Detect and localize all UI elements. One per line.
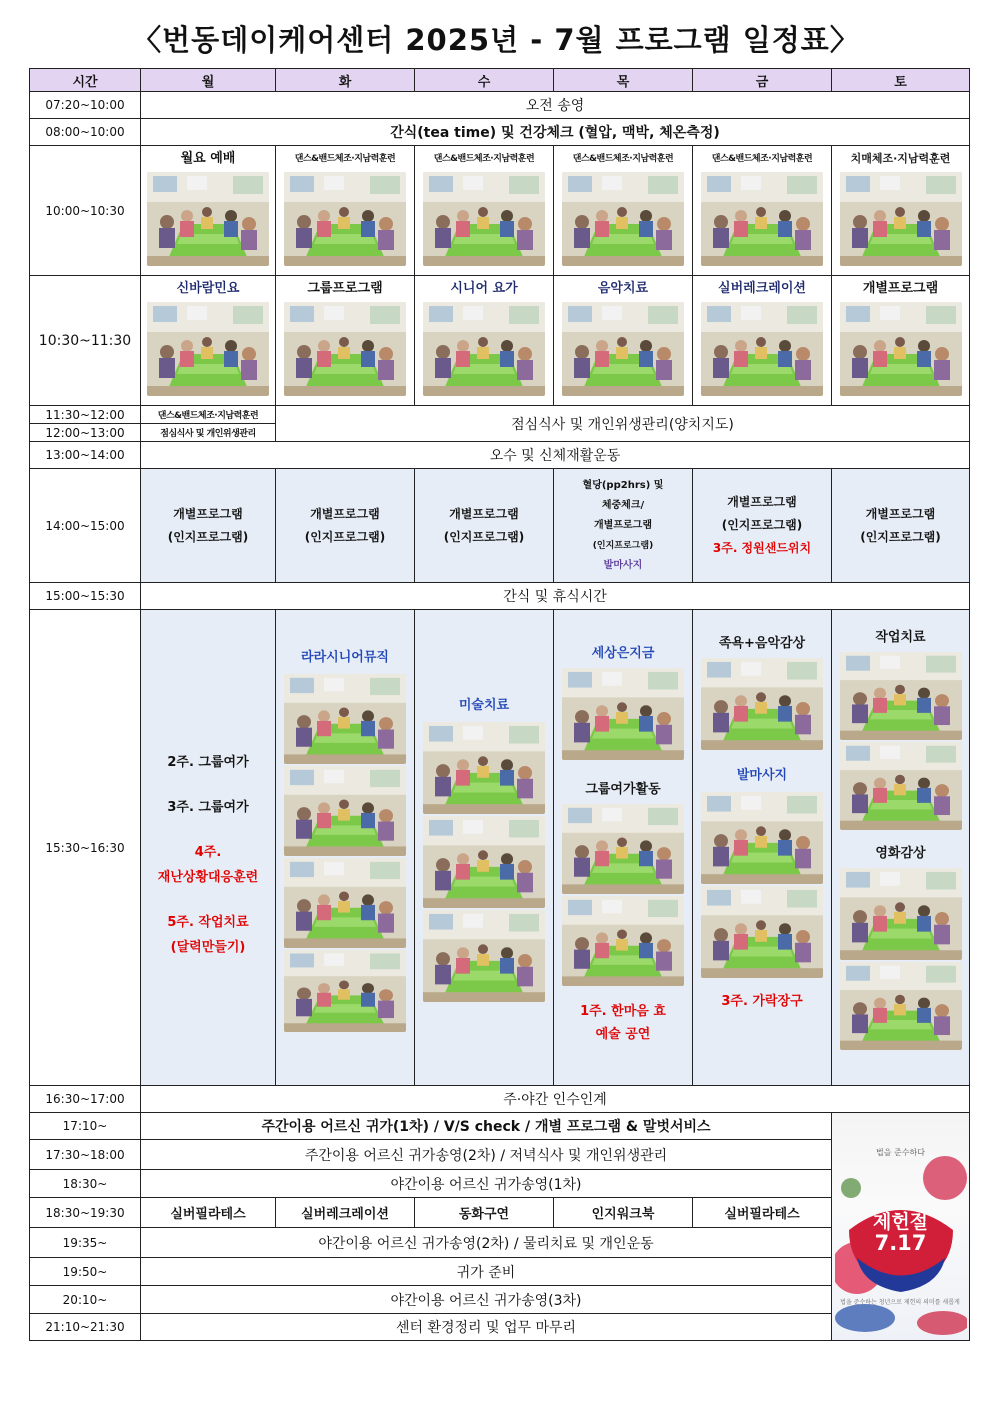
activity-photo: [147, 172, 269, 266]
header-fri: 금: [693, 69, 832, 92]
program-label: 족욕+음악감상: [718, 636, 806, 651]
program-line: 3주. 가락장구: [721, 994, 803, 1009]
activity-photo: [701, 172, 823, 266]
program-line: 개별프로그램: [173, 506, 243, 521]
activity-cell: 주간이용 어르신 귀가송영(2차) / 저녁식사 및 개인위생관리: [141, 1140, 832, 1170]
program-line: 개별프로그램: [727, 495, 797, 509]
table-row: [30, 610, 970, 1086]
program-label: 세상은지금: [591, 646, 655, 661]
program-cell: [415, 146, 554, 276]
program-label: 미술치료: [458, 698, 510, 713]
evening-program-cell: 실버필라테스: [141, 1198, 276, 1228]
table-row: [30, 276, 970, 406]
program-cell: [832, 146, 970, 276]
program-label: 댄스&밴드체조·지남력훈련: [294, 154, 396, 164]
evening-program-cell: 동화구연: [415, 1198, 554, 1228]
activity-photo: [284, 766, 406, 856]
program-line: 개별프로그램: [865, 506, 936, 521]
program-cell: [415, 469, 554, 583]
program-cell: [141, 610, 276, 1086]
program-cell: [554, 610, 693, 1086]
table-row: [30, 92, 970, 119]
activity-cell: 주·야간 인수인계: [141, 1086, 970, 1113]
activity-photo: [284, 674, 406, 764]
activity-photo: [840, 868, 962, 960]
header-mon: 월: [141, 69, 276, 92]
time-cell: 07:20~10:00: [30, 92, 141, 119]
header-thu: 목: [554, 69, 693, 92]
time-cell: 15:00~15:30: [30, 583, 141, 610]
activity-photo: [284, 950, 406, 1032]
time-cell: 08:00~10:00: [30, 119, 141, 146]
evening-program-cell: 실버레크레이션: [276, 1198, 415, 1228]
program-label: 월요 예배: [180, 151, 236, 166]
activity-cell: 귀가 준비: [141, 1258, 832, 1286]
program-cell: [554, 276, 693, 406]
activity-photo: [423, 172, 545, 266]
time-cell: 14:00~15:00: [30, 469, 141, 583]
table-row: [30, 146, 970, 276]
activity-photo: [840, 742, 962, 830]
activity-photo: [701, 658, 823, 750]
time-cell: 10:30~11:30: [30, 276, 141, 406]
program-cell: [554, 469, 693, 583]
time-cell: 10:00~10:30: [30, 146, 141, 276]
activity-photo: [840, 172, 962, 266]
time-cell: 18:30~: [30, 1170, 141, 1198]
program-label: 치매체조·지남력훈련: [850, 152, 951, 165]
time-cell: 20:10~: [30, 1286, 141, 1314]
program-cell: [276, 610, 415, 1086]
time-cell: 12:00~13:00: [30, 424, 141, 442]
program-label: 라라시니어뮤직: [301, 650, 389, 665]
time-cell: 15:30~16:30: [30, 610, 141, 1086]
program-cell: [832, 469, 970, 583]
program-label: 실버레크레이션: [718, 281, 806, 296]
poster-tagline: 법을 준수하다: [876, 1148, 925, 1157]
program-label: 음악치료: [597, 281, 649, 296]
activity-photo: [423, 302, 545, 396]
time-cell: 13:00~14:00: [30, 442, 141, 469]
program-line: 개별프로그램: [310, 506, 380, 521]
program-cell: [276, 469, 415, 583]
program-line: 3주. 그룹여가: [167, 799, 249, 815]
program-line: (인지프로그램): [443, 529, 525, 544]
activity-photo: [562, 896, 684, 986]
activity-cell: 댄스&밴드체조·지남력훈련: [141, 406, 276, 424]
activity-cell: 야간이용 어르신 귀가송영(3차): [141, 1286, 832, 1314]
activity-cell: 야간이용 어르신 귀가송영(2차) / 물리치료 및 개인운동: [141, 1228, 832, 1258]
program-cell: [141, 146, 276, 276]
time-cell: 19:35~: [30, 1228, 141, 1258]
program-cell: [554, 146, 693, 276]
activity-photo: [423, 722, 545, 814]
program-label: 댄스&밴드체조·지남력훈련: [433, 154, 535, 164]
program-line: (인지프로그램): [721, 518, 803, 532]
program-label: 댄스&밴드체조·지남력훈련: [711, 154, 813, 164]
program-line: 2주. 그룹여가: [167, 754, 249, 770]
program-cell: [141, 469, 276, 583]
program-line: 5주. 작업치료: [167, 914, 249, 930]
program-label: 발마사지: [736, 768, 788, 783]
program-label: 댄스&밴드체조·지남력훈련: [572, 154, 674, 164]
program-cell: [693, 610, 832, 1086]
program-cell: [415, 276, 554, 406]
activity-photo: [701, 302, 823, 396]
program-line: (인지프로그램): [860, 529, 941, 544]
activity-photo: [701, 886, 823, 978]
time-cell: 16:30~17:00: [30, 1086, 141, 1113]
header-wed: 수: [415, 69, 554, 92]
program-cell: [276, 146, 415, 276]
activity-photo: [423, 910, 545, 1002]
table-row: [30, 1198, 970, 1228]
program-line: 1주. 한마음 효: [580, 1004, 666, 1019]
program-label: 작업치료: [875, 630, 926, 645]
table-row: [30, 1314, 970, 1341]
activity-cell: 간식 및 휴식시간: [141, 583, 970, 610]
program-cell: [832, 610, 970, 1086]
program-label: 개별프로그램: [862, 281, 939, 296]
time-cell: 19:50~: [30, 1258, 141, 1286]
program-cell: [693, 146, 832, 276]
table-row: [30, 1086, 970, 1113]
table-row: [30, 1113, 970, 1140]
page-title: 〈번동데이케어센터 2025년 - 7월 프로그램 일정표〉: [132, 23, 860, 57]
activity-photo: [147, 302, 269, 396]
program-line: 체중체크/: [601, 499, 645, 511]
program-line: (인지프로그램): [167, 529, 249, 544]
program-label: 영화감상: [875, 846, 926, 861]
header-sat: 토: [832, 69, 970, 92]
program-line: 개별프로그램: [449, 506, 519, 521]
activity-photo: [284, 858, 406, 948]
program-cell: [415, 610, 554, 1086]
activity-cell: 간식(tea time) 및 건강체크 (혈압, 맥박, 체온측정): [141, 119, 970, 146]
program-label: 그룹프로그램: [307, 281, 383, 296]
activity-cell: 야간이용 어르신 귀가송영(1차): [141, 1170, 832, 1198]
activity-cell: 센터 환경정리 및 업무 마무리: [141, 1314, 832, 1341]
program-label: 신바람민요: [176, 281, 240, 296]
constitution-day-poster: [832, 1113, 970, 1341]
time-cell: 21:10~21:30: [30, 1314, 141, 1341]
table-row: [30, 1170, 970, 1198]
table-row: [30, 406, 970, 424]
program-line: 예술 공연: [595, 1027, 651, 1042]
program-line: (달력만들기): [170, 939, 246, 955]
time-cell: 17:30~18:00: [30, 1140, 141, 1170]
program-line: 재난상황대응훈련: [157, 869, 259, 885]
table-row: [30, 1228, 970, 1258]
program-line: 3주. 정원샌드위치: [712, 541, 812, 555]
activity-photo: [562, 804, 684, 894]
activity-cell: 점심식사 및 개인위생관리: [141, 424, 276, 442]
table-row: [30, 1286, 970, 1314]
activity-photo: [840, 652, 962, 740]
table-row: [30, 469, 970, 583]
time-cell: 18:30~19:30: [30, 1198, 141, 1228]
activity-photo: [701, 792, 823, 884]
activity-photo: [840, 302, 962, 396]
evening-program-cell: 실버필라테스: [693, 1198, 832, 1228]
program-cell: [693, 469, 832, 583]
table-row: [30, 442, 970, 469]
table-row: [30, 1258, 970, 1286]
time-cell: 11:30~12:00: [30, 406, 141, 424]
activity-photo: [840, 962, 962, 1050]
program-line: (인지프로그램): [592, 540, 654, 551]
activity-cell: 오수 및 신체재활운동: [141, 442, 970, 469]
header-row: [30, 69, 970, 92]
program-line: 발마사지: [603, 559, 643, 571]
poster-date: 7.17: [874, 1231, 927, 1255]
poster-title: 제헌절: [872, 1211, 929, 1233]
activity-cell: 주간이용 어르신 귀가(1차) / V/S check / 개별 프로그램 & 말벗서비스: [141, 1113, 832, 1140]
time-cell: 17:10~: [30, 1113, 141, 1140]
activity-photo: [562, 302, 684, 396]
table-row: [30, 1140, 970, 1170]
activity-photo: [284, 302, 406, 396]
program-label: 시니어 요가: [450, 281, 518, 296]
program-line: (인지프로그램): [304, 529, 386, 544]
program-line: 개별프로그램: [594, 519, 652, 531]
table-row: [30, 119, 970, 146]
program-cell: [276, 276, 415, 406]
activity-photo: [423, 816, 545, 908]
header-time: 시간: [30, 69, 141, 92]
program-cell: [693, 276, 832, 406]
table-row: [30, 583, 970, 610]
header-tue: 화: [276, 69, 415, 92]
activity-cell: 오전 송영: [141, 92, 970, 119]
poster-footer: 법을 준수하는 청년으로 제헌의 의미를 새롭게: [840, 1299, 960, 1306]
program-cell: [141, 276, 276, 406]
program-cell: [832, 276, 970, 406]
evening-program-cell: 인지워크북: [554, 1198, 693, 1228]
activity-cell: 점심식사 및 개인위생관리(양치지도): [276, 406, 970, 442]
program-label: 그룹여가활동: [585, 782, 661, 797]
activity-photo: [284, 172, 406, 266]
program-line: 4주.: [194, 844, 222, 860]
schedule-table: [29, 68, 970, 1341]
program-line: 혈당(pp2hrs) 및: [582, 479, 664, 491]
activity-photo: [562, 668, 684, 760]
activity-photo: [562, 172, 684, 266]
